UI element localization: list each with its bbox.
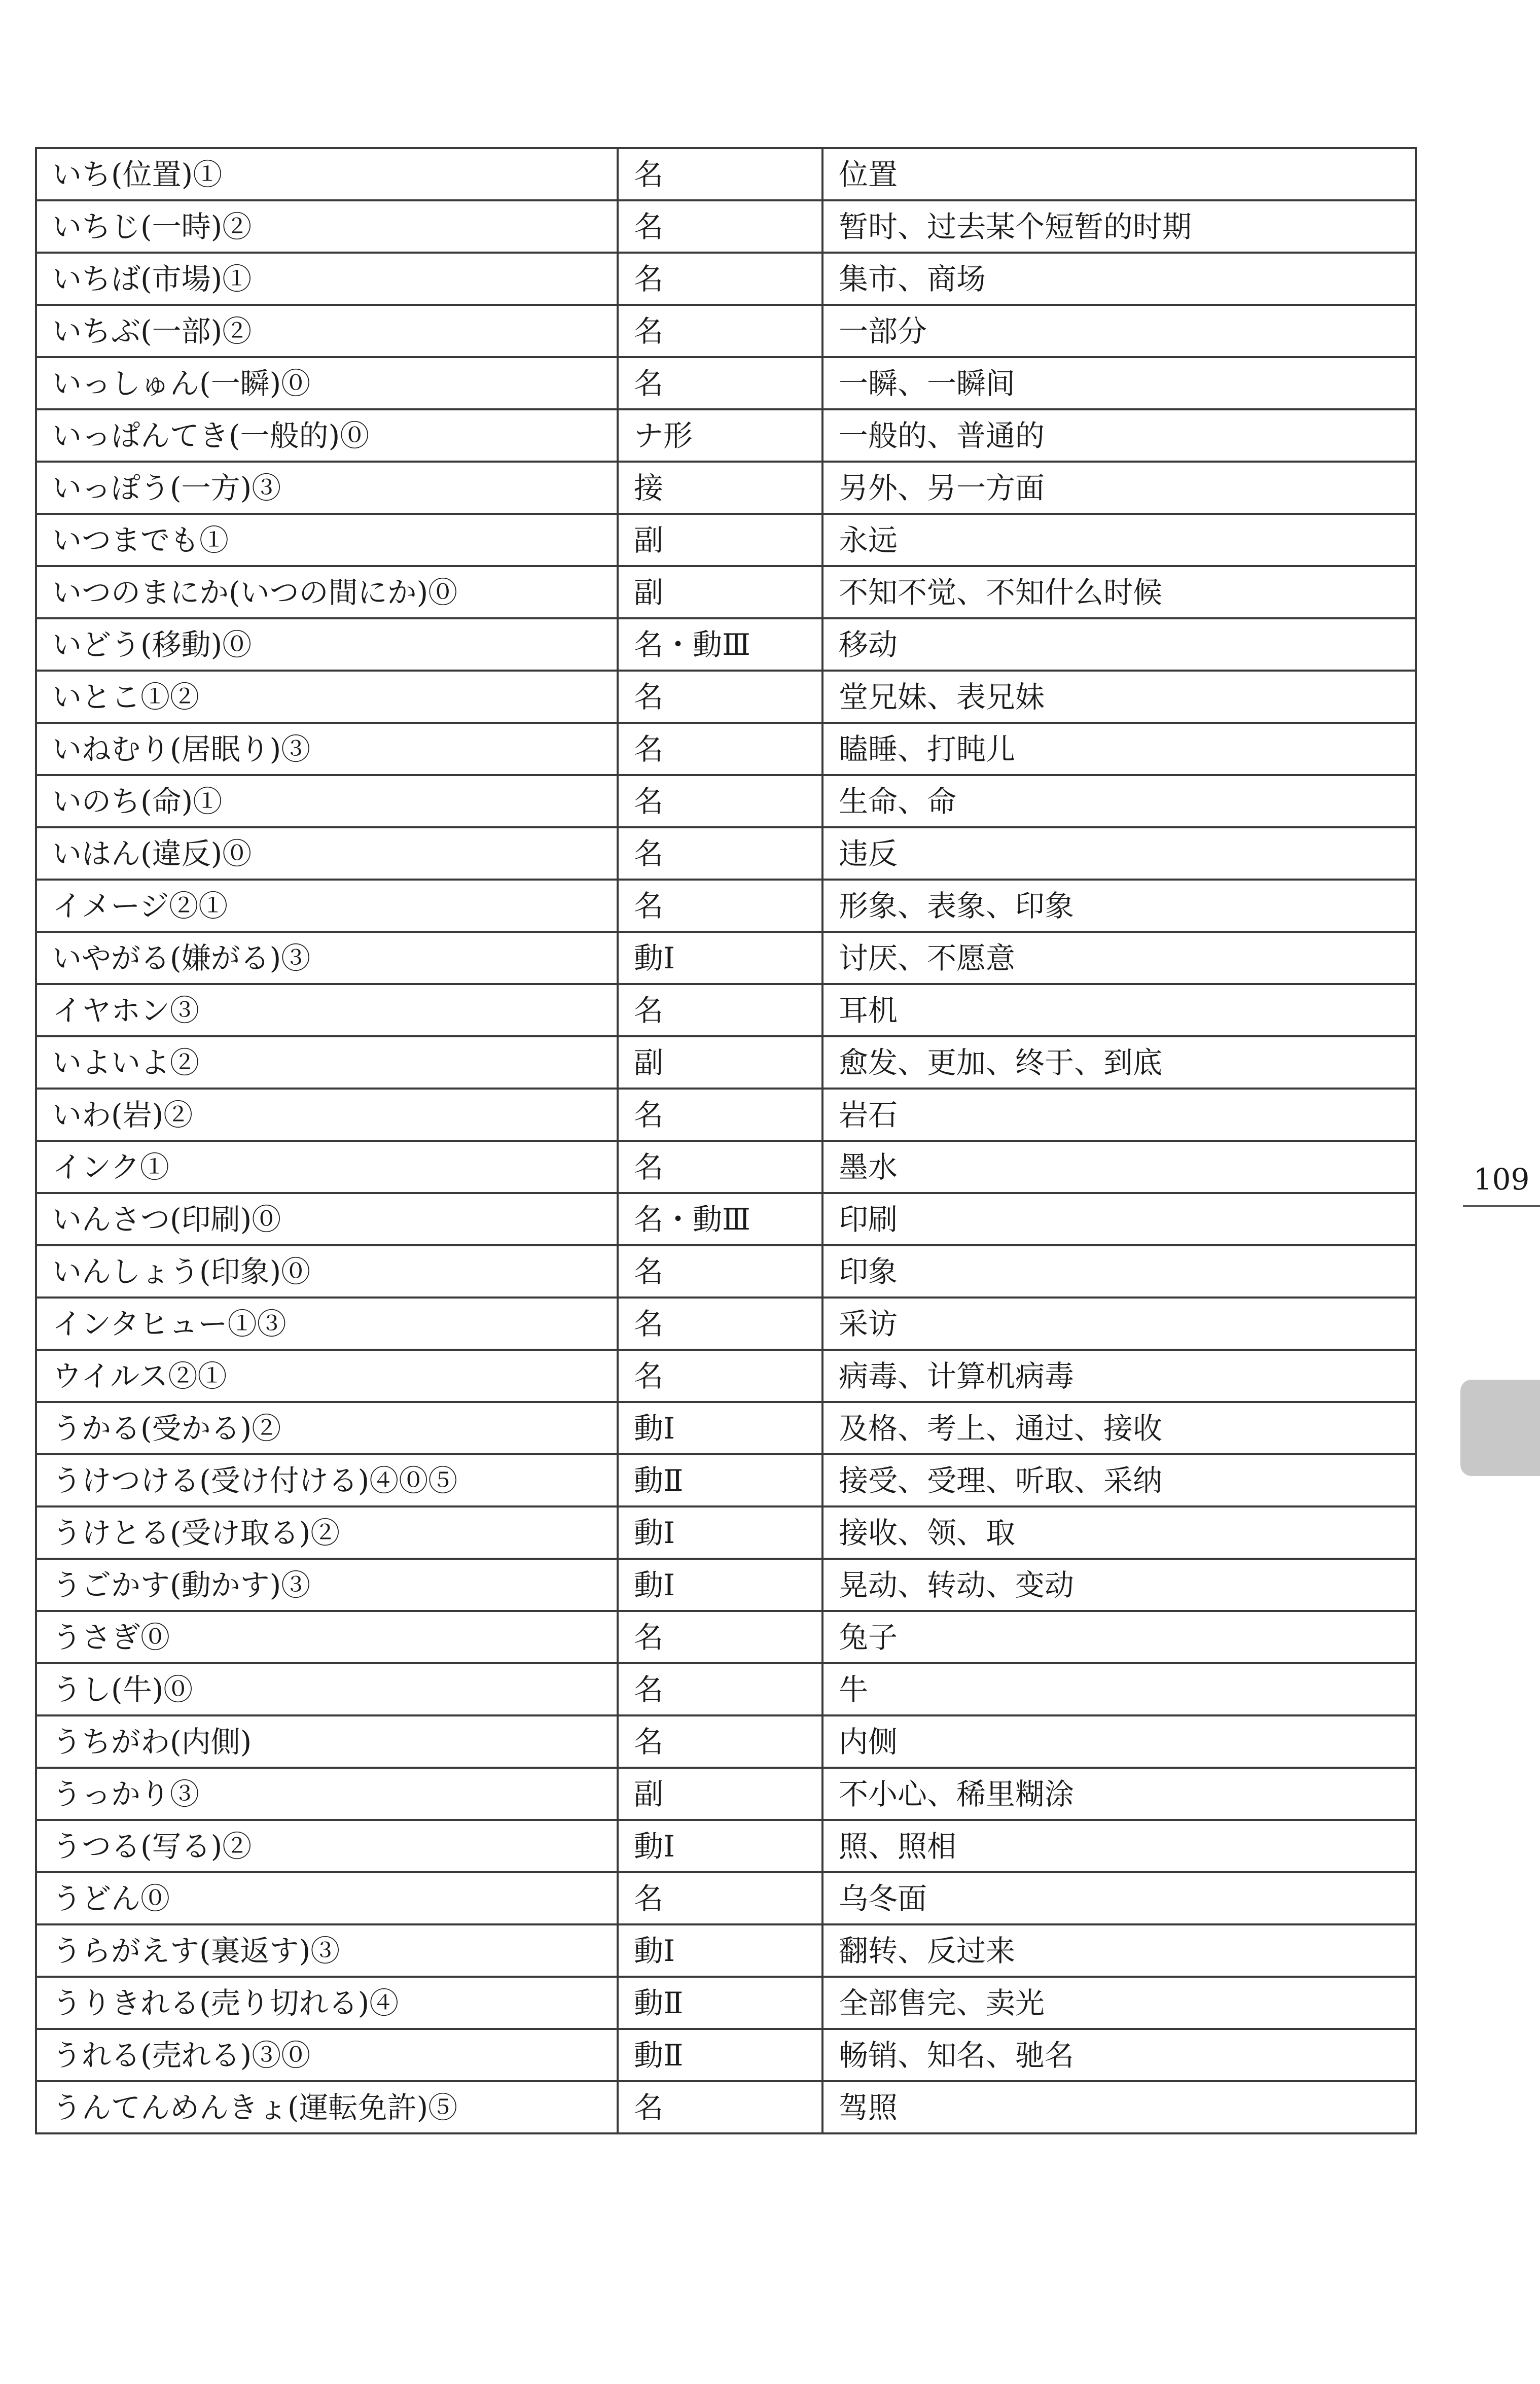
word-cell: いち(位置)① — [36, 148, 618, 200]
table-row — [36, 566, 1416, 618]
part-of-speech-cell: 名 — [618, 2081, 822, 2133]
table-row — [36, 1298, 1416, 1350]
part-of-speech-cell: 名 — [618, 1089, 822, 1141]
meaning-cell: 一般的、普通的 — [822, 409, 1416, 462]
part-of-speech-cell: 名 — [618, 148, 822, 200]
meaning-cell: 接受、受理、听取、采纳 — [822, 1454, 1416, 1506]
table-row — [36, 1089, 1416, 1141]
vocabulary-table-body — [36, 148, 1416, 2133]
part-of-speech-cell: 名 — [618, 723, 822, 775]
meaning-cell: 移动 — [822, 618, 1416, 671]
word-cell: うし(牛)⓪ — [36, 1663, 618, 1715]
word-cell: イメージ②① — [36, 880, 618, 932]
meaning-cell: 不知不觉、不知什么时候 — [822, 566, 1416, 618]
part-of-speech-cell: 名 — [618, 1611, 822, 1663]
table-row — [36, 1454, 1416, 1506]
meaning-cell: 一瞬、一瞬间 — [822, 357, 1416, 409]
part-of-speech-cell: 接 — [618, 462, 822, 514]
word-cell: うちがわ(内側) — [36, 1715, 618, 1768]
meaning-cell: 照、照相 — [822, 1820, 1416, 1872]
meaning-cell: 及格、考上、通过、接收 — [822, 1402, 1416, 1454]
word-cell: いつまでも① — [36, 514, 618, 566]
word-cell: うつる(写る)② — [36, 1820, 618, 1872]
part-of-speech-cell: 副 — [618, 566, 822, 618]
word-cell: インク① — [36, 1141, 618, 1193]
word-cell: うどん⓪ — [36, 1872, 618, 1924]
meaning-cell: 违反 — [822, 827, 1416, 880]
meaning-cell: 印象 — [822, 1245, 1416, 1298]
word-cell: ウイルス②① — [36, 1350, 618, 1402]
meaning-cell: 乌冬面 — [822, 1872, 1416, 1924]
part-of-speech-cell: 動Ⅰ — [618, 932, 822, 984]
thumb-index-tab — [1460, 1380, 1540, 1476]
meaning-cell: 接收、领、取 — [822, 1506, 1416, 1559]
table-row — [36, 618, 1416, 671]
meaning-cell: 位置 — [822, 148, 1416, 200]
word-cell: うらがえす(裏返す)③ — [36, 1924, 618, 1977]
table-row — [36, 514, 1416, 566]
page-number: 109 — [1473, 1162, 1530, 1197]
meaning-cell: 永远 — [822, 514, 1416, 566]
table-row — [36, 984, 1416, 1036]
part-of-speech-cell: 副 — [618, 1036, 822, 1089]
table-row — [36, 1193, 1416, 1245]
meaning-cell: 内侧 — [822, 1715, 1416, 1768]
table-row — [36, 1768, 1416, 1820]
part-of-speech-cell: 名 — [618, 1872, 822, 1924]
meaning-cell: 堂兄妹、表兄妹 — [822, 671, 1416, 723]
part-of-speech-cell: 動Ⅱ — [618, 1977, 822, 2029]
word-cell: うけつける(受け付ける)④⓪⑤ — [36, 1454, 618, 1506]
meaning-cell: 晃动、转动、变动 — [822, 1559, 1416, 1611]
meaning-cell: 生命、命 — [822, 775, 1416, 827]
part-of-speech-cell: 動Ⅱ — [618, 2029, 822, 2081]
table-row — [36, 148, 1416, 200]
part-of-speech-cell: 名 — [618, 200, 822, 253]
word-cell: いちじ(一時)② — [36, 200, 618, 253]
word-cell: うれる(売れる)③⓪ — [36, 2029, 618, 2081]
part-of-speech-cell: 動Ⅰ — [618, 1506, 822, 1559]
meaning-cell: 印刷 — [822, 1193, 1416, 1245]
table-row — [36, 253, 1416, 305]
word-cell: うさぎ⓪ — [36, 1611, 618, 1663]
part-of-speech-cell: 名 — [618, 1715, 822, 1768]
word-cell: うごかす(動かす)③ — [36, 1559, 618, 1611]
word-cell: いはん(違反)⓪ — [36, 827, 618, 880]
part-of-speech-cell: 名 — [618, 827, 822, 880]
table-row — [36, 932, 1416, 984]
table-row — [36, 723, 1416, 775]
table-row — [36, 357, 1416, 409]
part-of-speech-cell: 名 — [618, 1141, 822, 1193]
table-row — [36, 409, 1416, 462]
meaning-cell: 另外、另一方面 — [822, 462, 1416, 514]
word-cell: いんしょう(印象)⓪ — [36, 1245, 618, 1298]
part-of-speech-cell: 名 — [618, 984, 822, 1036]
part-of-speech-cell: 動Ⅰ — [618, 1559, 822, 1611]
table-row — [36, 880, 1416, 932]
word-cell: うりきれる(売り切れる)④ — [36, 1977, 618, 2029]
part-of-speech-cell: ナ形 — [618, 409, 822, 462]
page-number-rule — [1463, 1205, 1540, 1207]
word-cell: うっかり③ — [36, 1768, 618, 1820]
table-row — [36, 2029, 1416, 2081]
part-of-speech-cell: 名 — [618, 880, 822, 932]
table-row — [36, 1141, 1416, 1193]
part-of-speech-cell: 名 — [618, 305, 822, 357]
word-cell: いとこ①② — [36, 671, 618, 723]
table-row — [36, 1350, 1416, 1402]
table-row — [36, 1872, 1416, 1924]
part-of-speech-cell: 名 — [618, 253, 822, 305]
part-of-speech-cell: 副 — [618, 514, 822, 566]
word-cell: いねむり(居眠り)③ — [36, 723, 618, 775]
word-cell: いちば(市場)① — [36, 253, 618, 305]
table-row — [36, 200, 1416, 253]
part-of-speech-cell: 名 — [618, 1298, 822, 1350]
part-of-speech-cell: 名・動Ⅲ — [618, 1193, 822, 1245]
part-of-speech-cell: 動Ⅰ — [618, 1924, 822, 1977]
part-of-speech-cell: 名・動Ⅲ — [618, 618, 822, 671]
word-cell: インタヒュー①③ — [36, 1298, 618, 1350]
word-cell: うけとる(受け取る)② — [36, 1506, 618, 1559]
vocabulary-table — [35, 147, 1417, 2134]
word-cell: いっしゅん(一瞬)⓪ — [36, 357, 618, 409]
word-cell: イヤホン③ — [36, 984, 618, 1036]
table-row — [36, 671, 1416, 723]
meaning-cell: 牛 — [822, 1663, 1416, 1715]
word-cell: いやがる(嫌がる)③ — [36, 932, 618, 984]
word-cell: うかる(受かる)② — [36, 1402, 618, 1454]
table-row — [36, 827, 1416, 880]
meaning-cell: 兔子 — [822, 1611, 1416, 1663]
table-row — [36, 1402, 1416, 1454]
part-of-speech-cell: 名 — [618, 775, 822, 827]
meaning-cell: 全部售完、卖光 — [822, 1977, 1416, 2029]
word-cell: いのち(命)① — [36, 775, 618, 827]
part-of-speech-cell: 名 — [618, 671, 822, 723]
word-cell: いちぶ(一部)② — [36, 305, 618, 357]
part-of-speech-cell: 名 — [618, 1245, 822, 1298]
table-row — [36, 1245, 1416, 1298]
meaning-cell: 驾照 — [822, 2081, 1416, 2133]
meaning-cell: 暂时、过去某个短暂的时期 — [822, 200, 1416, 253]
meaning-cell: 墨水 — [822, 1141, 1416, 1193]
meaning-cell: 岩石 — [822, 1089, 1416, 1141]
table-row — [36, 1820, 1416, 1872]
meaning-cell: 不小心、稀里糊涂 — [822, 1768, 1416, 1820]
meaning-cell: 翻转、反过来 — [822, 1924, 1416, 1977]
word-cell: いよいよ② — [36, 1036, 618, 1089]
word-cell: いっぽう(一方)③ — [36, 462, 618, 514]
word-cell: いっぱんてき(一般的)⓪ — [36, 409, 618, 462]
part-of-speech-cell: 動Ⅰ — [618, 1402, 822, 1454]
table-row — [36, 1715, 1416, 1768]
meaning-cell: 讨厌、不愿意 — [822, 932, 1416, 984]
word-cell: いつのまにか(いつの間にか)⓪ — [36, 566, 618, 618]
meaning-cell: 形象、表象、印象 — [822, 880, 1416, 932]
part-of-speech-cell: 動Ⅰ — [618, 1820, 822, 1872]
meaning-cell: 采访 — [822, 1298, 1416, 1350]
meaning-cell: 集市、商场 — [822, 253, 1416, 305]
meaning-cell: 耳机 — [822, 984, 1416, 1036]
part-of-speech-cell: 動Ⅱ — [618, 1454, 822, 1506]
meaning-cell: 一部分 — [822, 305, 1416, 357]
table-row — [36, 2081, 1416, 2133]
table-row — [36, 462, 1416, 514]
table-row — [36, 1977, 1416, 2029]
table-row — [36, 305, 1416, 357]
meaning-cell: 瞌睡、打盹儿 — [822, 723, 1416, 775]
table-row — [36, 1559, 1416, 1611]
table-row — [36, 1611, 1416, 1663]
meaning-cell: 畅销、知名、驰名 — [822, 2029, 1416, 2081]
part-of-speech-cell: 副 — [618, 1768, 822, 1820]
table-row — [36, 1924, 1416, 1977]
part-of-speech-cell: 名 — [618, 1663, 822, 1715]
part-of-speech-cell: 名 — [618, 357, 822, 409]
part-of-speech-cell: 名 — [618, 1350, 822, 1402]
table-row — [36, 775, 1416, 827]
table-row — [36, 1663, 1416, 1715]
word-cell: うんてんめんきょ(運転免許)⑤ — [36, 2081, 618, 2133]
word-cell: いどう(移動)⓪ — [36, 618, 618, 671]
meaning-cell: 病毒、计算机病毒 — [822, 1350, 1416, 1402]
table-row — [36, 1506, 1416, 1559]
meaning-cell: 愈发、更加、终于、到底 — [822, 1036, 1416, 1089]
table-row — [36, 1036, 1416, 1089]
word-cell: いわ(岩)② — [36, 1089, 618, 1141]
word-cell: いんさつ(印刷)⓪ — [36, 1193, 618, 1245]
